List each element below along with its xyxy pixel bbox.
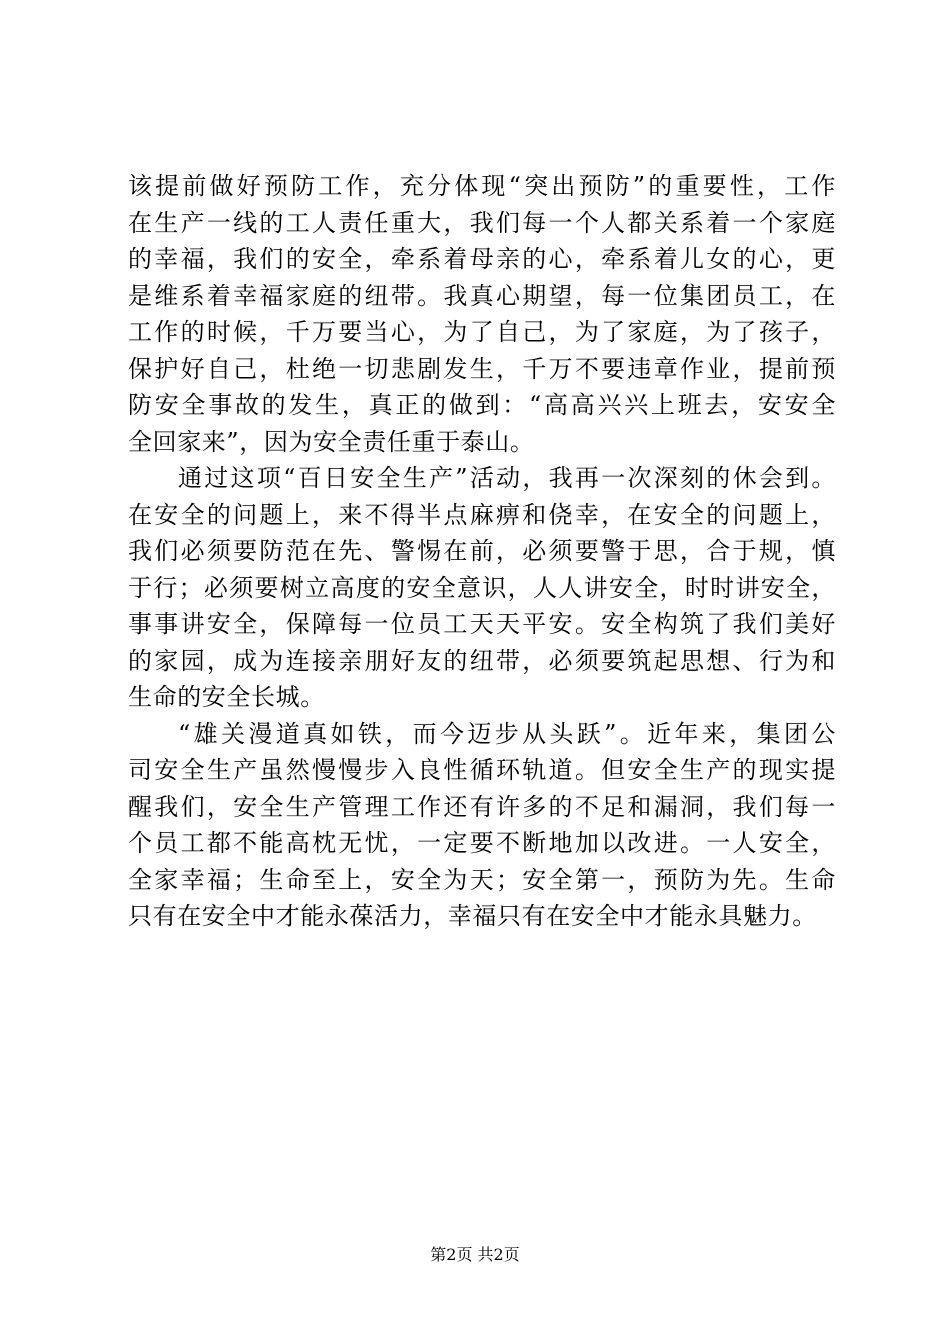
text-line: 事事讲安全，保障每一位员工天天平安。安全构筑了我们美好 xyxy=(128,610,836,638)
page-number: 第2页 共2页 xyxy=(430,1245,520,1264)
text-line: 只有在安全中才能永葆活力，幸福只有在安全中才能永具魅力。 xyxy=(128,902,817,930)
document-body xyxy=(128,168,836,935)
text-line: “雄关漫道真如铁，而今迈步从头跃”。近年来，集团公 xyxy=(178,719,836,748)
text-line: 生命的安全长城。 xyxy=(128,683,325,711)
text-line: 保护好自己，杜绝一切悲剧发生，千万不要违章作业，提前预 xyxy=(128,354,836,383)
text-line: 的家园，成为连接亲朋好友的纽带，必须要筑起思想、行为和 xyxy=(128,646,836,675)
text-line: 在生产一线的工人责任重大，我们每一个人都关系着一个家庭 xyxy=(128,208,836,237)
text-line: 于行；必须要树立高度的安全意识，人人讲安全，时时讲安全， xyxy=(128,573,836,602)
paragraph-2 xyxy=(128,460,836,716)
text-line: 是维系着幸福家庭的纽带。我真心期望，每一位集团员工，在 xyxy=(128,281,836,310)
page-footer xyxy=(0,1244,950,1266)
text-line: 全回家来”，因为安全责任重于泰山。 xyxy=(128,427,535,456)
text-line: 通过这项“百日安全生产”活动，我再一次深刻的休会到。 xyxy=(178,464,836,492)
text-line: 个员工都不能高枕无忧，一定要不断地加以改进。一人安全， xyxy=(128,829,836,857)
text-line: 全家幸福；生命至上，安全为天；安全第一，预防为先。生命 xyxy=(128,865,836,894)
paragraph-1 xyxy=(128,168,836,460)
text-line: 我们必须要防范在先、警惕在前，必须要警于思，合于规，慎 xyxy=(128,537,836,565)
text-line: 该提前做好预防工作，充分体现“突出预防”的重要性，工作 xyxy=(128,172,836,200)
text-line: 工作的时候，千万要当心，为了自己，为了家庭，为了孩子， xyxy=(128,318,836,346)
text-line: 在安全的问题上，来不得半点麻痹和侥幸，在安全的问题上， xyxy=(128,500,836,529)
text-line: 防安全事故的发生，真正的做到：“高高兴兴上班去，安安全 xyxy=(128,391,836,419)
text-line: 醒我们，安全生产管理工作还有许多的不足和漏洞，我们每一 xyxy=(128,792,836,821)
text-line: 的幸福，我们的安全，牵系着母亲的心，牵系着儿女的心，更 xyxy=(128,245,836,273)
paragraph-3 xyxy=(128,716,836,935)
text-line: 司安全生产虽然慢慢步入良性循环轨道。但安全生产的现实提 xyxy=(128,756,836,784)
